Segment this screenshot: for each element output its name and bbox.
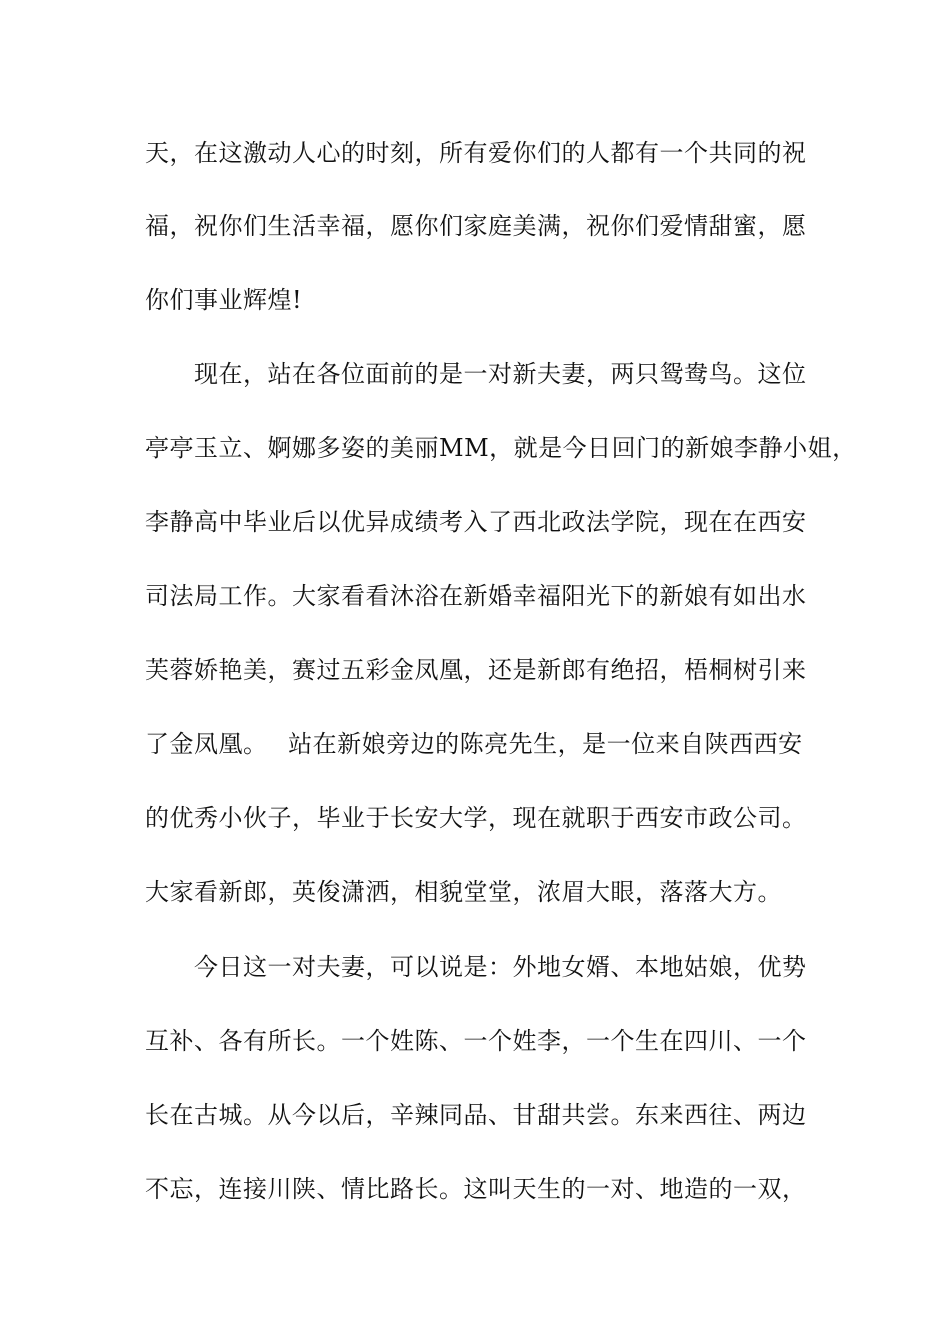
text-line: 不忘，连接川陕、情比路长。这叫天生的一对、地造的一双， xyxy=(145,1175,807,1203)
text-line: 了金凤凰。 站在新娘旁边的陈亮先生，是一位来自陕西西安 xyxy=(145,730,803,758)
text-line: 互补、各有所长。一个姓陈、一个姓李，一个生在四川、一个 xyxy=(145,1027,807,1055)
text-line: 你们事业辉煌! xyxy=(145,286,303,314)
text-line: 福，祝你们生活幸福，愿你们家庭美满，祝你们爱情甜蜜，愿 xyxy=(145,212,807,240)
text-line: 李静高中毕业后以优异成绩考入了西北政法学院，现在在西安 xyxy=(145,508,807,536)
text-line: 芙蓉娇艳美，赛过五彩金凤凰，还是新郎有绝招，梧桐树引来 xyxy=(145,656,807,684)
text-line: 亭亭玉立、婀娜多姿的美丽MM，就是今日回门的新娘李静小姐， xyxy=(145,434,857,462)
text-line: 天，在这激动人心的时刻，所有爱你们的人都有一个共同的祝 xyxy=(145,139,807,167)
text-line: 现在，站在各位面前的是一对新夫妻，两只鸳鸯鸟。这位 xyxy=(145,360,807,388)
text-line: 司法局工作。大家看看沐浴在新婚幸福阳光下的新娘有如出水 xyxy=(145,582,807,610)
text-line: 的优秀小伙子，毕业于长安大学，现在就职于西安市政公司。 xyxy=(145,804,807,832)
text-line: 今日这一对夫妻，可以说是：外地女婿、本地姑娘，优势 xyxy=(145,953,807,981)
text-line: 长在古城。从今以后，辛辣同品、甘甜共尝。东来西往、两边 xyxy=(145,1101,807,1129)
text-line: 大家看新郎，英俊潇洒，相貌堂堂，浓眉大眼，落落大方。 xyxy=(145,878,782,906)
